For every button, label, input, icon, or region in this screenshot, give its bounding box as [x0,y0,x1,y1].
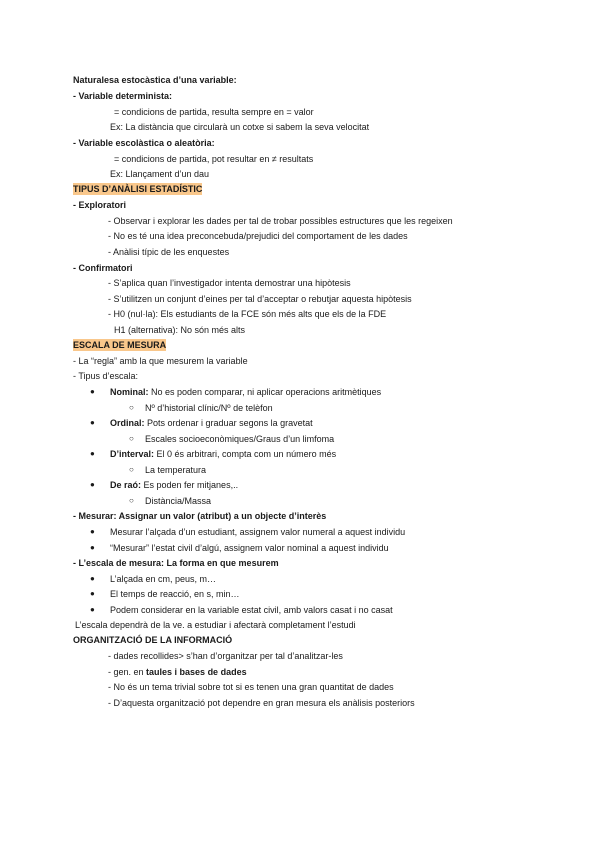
list-item: D’interval: El 0 és arbitrari, compta com un número més [110,449,337,459]
list-item: “Mesurar” l’estat civil d’algú, assignem valor nominal a aquest individu [110,543,389,553]
list-item: Nominal: No es poden comparar, ni aplicar operacions aritmètiques [110,387,382,397]
text-line: = condicions de partida, pot resultar en ≠ resultats [114,154,314,164]
text-line: - S’aplica quan l’investigador intenta demostrar una hipòtesis [108,278,351,288]
circle-bullet-icon: ○ [129,465,134,474]
text-line: - S’utilitzen un conjunt d’eines per tal d’acceptar o rebutjar aquesta hipòtesis [108,294,412,304]
list-subitem: Nº d’historial clínic/Nº de telèfon [145,403,273,413]
subheading-mesurar: - Mesurar: Assignar un valor (atribut) a un objecte d’interès [73,511,327,521]
text-line: Ex: Llançament d’un dau [110,169,210,179]
bullet-icon: ● [90,418,95,427]
list-subitem: La temperatura [145,465,207,475]
text-line: Ex: La distància que circularà un cotxe si sabem la seva velocitat [110,122,370,132]
list-item: Mesurar l’alçada d’un estudiant, assignem valor numeral a aquest individu [110,527,406,537]
text-line: - Anàlisi típic de les enquestes [108,247,230,257]
list-subitem: Distància/Massa [145,496,212,506]
subheading-escala-mesura: - L’escala de mesura: La forma en que mesurem [73,558,279,568]
circle-bullet-icon: ○ [129,434,134,443]
text-line: H1 (alternativa): No són més alts [114,325,246,335]
list-item: Ordinal: Pots ordenar i graduar segons la gravetat [110,418,313,428]
list-subitem: Escales socioeconòmiques/Graus d’un limfoma [145,434,335,444]
subheading-determinista: - Variable determinista: [73,91,173,101]
heading-naturalesa: Naturalesa estocàstica d’una variable: [73,75,237,85]
bullet-icon: ● [90,574,95,583]
section-heading-tipus: TIPUS D’ANÀLISI ESTADÍSTIC [73,184,203,194]
list-item: El temps de reacció, en s, min… [110,589,240,599]
bullet-icon: ● [90,449,95,458]
text-line: - H0 (nul·la): Els estudiants de la FCE són més alts que els de la FDE [108,309,387,319]
text-line: - Tipus d’escala: [73,371,139,381]
section-heading-escala: ESCALA DE MESURA [73,340,167,350]
bullet-icon: ● [90,543,95,552]
text-line: - No es té una idea preconcebuda/prejudici del comportament de les dades [108,231,408,241]
text-line: - La “regla” amb la que mesurem la variable [73,356,248,366]
text-line: L’escala dependrà de la ve. a estudiar i afectarà completament l’estudi [75,620,356,630]
text-line: - gen. en taules i bases de dades [108,667,247,677]
section-heading-organitzacio: ORGANITZACIÓ DE LA INFORMACIÓ [73,635,233,645]
bullet-icon: ● [90,387,95,396]
list-item: L’alçada en cm, peus, m… [110,574,217,584]
circle-bullet-icon: ○ [129,496,134,505]
text-line: = condicions de partida, resulta sempre en = valor [114,107,314,117]
text-line: - Observar i explorar les dades per tal de trobar possibles estructures que les regeixen [108,216,453,226]
list-item: Podem considerar en la variable estat civil, amb valors casat i no casat [110,605,393,615]
subheading-confirmatori: - Confirmatori [73,263,133,273]
subheading-exploratori: - Exploratori [73,200,127,210]
subheading-aleatoria: - Variable escolàstica o aleatòria: [73,138,215,148]
list-item: De raó: Es poden fer mitjanes,.. [110,480,239,490]
bullet-icon: ● [90,527,95,536]
text-line: - D’aquesta organització pot dependre en gran mesura els anàlisis posteriors [108,698,415,708]
bullet-icon: ● [90,480,95,489]
circle-bullet-icon: ○ [129,403,134,412]
text-line: - dades recollides> s’han d’organitzar per tal d’analitzar-les [108,651,343,661]
text-line: - No és un tema trivial sobre tot si es tenen una gran quantitat de dades [108,682,394,692]
bullet-icon: ● [90,589,95,598]
bullet-icon: ● [90,605,95,614]
